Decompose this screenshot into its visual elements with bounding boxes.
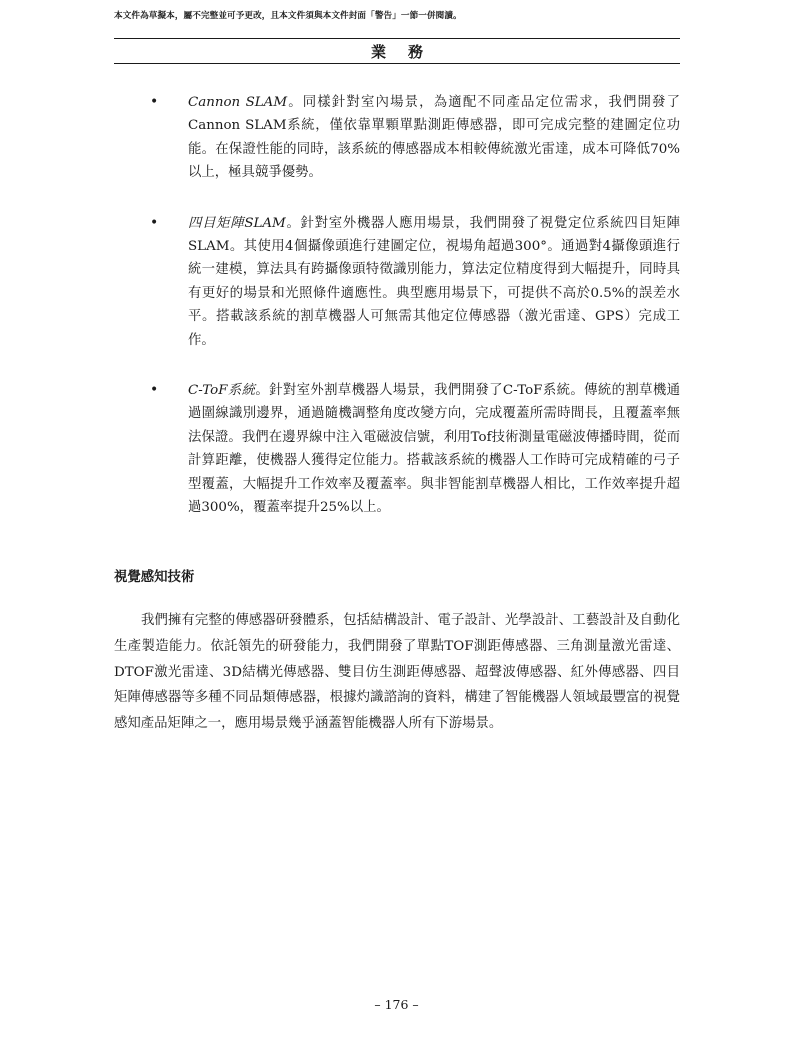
subheading-visual-perception: 視覺感知技術: [114, 570, 195, 585]
bullet-item-c-tof: [114, 379, 680, 519]
bullet-term: 四目矩陣SLAM: [188, 215, 286, 231]
bullet-icon: •: [150, 382, 159, 399]
bullet-item-quad-matrix-slam: [114, 212, 680, 352]
bullet-term: C-ToF系統: [188, 383, 256, 399]
bullet-icon: •: [150, 94, 159, 110]
bullet-text: [188, 379, 680, 519]
header-rule-bottom: [114, 63, 680, 64]
bullet-description: 。同樣針對室內場景，為適配不同產品定位需求，我們開發了Cannon SLAM系統，僅依靠單顆單點測距傳感器，即可完成完整的建圖定位功能。在保證性能的同時，該系統的傳感器成本相較傳統激光雷達，成本可降低70%以上，極具競爭優勢。: [188, 95, 680, 181]
bullet-text: [188, 91, 680, 185]
bullet-icon: •: [150, 214, 159, 231]
body-paragraph: 我們擁有完整的傳感器研發體系，包括結構設計、電子設計、光學設計、工藝設計及自動化生產製造能力。依託領先的研發能力，我們開發了單點TOF測距傳感器、三角測量激光雷達、DTOF激光雷達、3D結構光傳感器、雙目仿生測距傳感器、超聲波傳感器、紅外傳感器、四目矩陣傳感器等多種不同品類傳感器，根據灼識諮詢的資料，構建了智能機器人領域最豐富的視覺感知產品矩陣之一，應用場景幾乎涵蓋智能機器人所有下游場景。: [114, 613, 680, 732]
header-rule-top: [114, 38, 680, 39]
bullet-description: 。針對室外割草機器人場景，我們開發了C-ToF系統。傳統的割草機通過圍線識別邊界，通過隨機調整角度改變方向，完成覆蓋所需時間長，且覆蓋率無法保證。我們在邊界線中注入電磁波信號，利用Tof技術測量電磁波傳播時間，從而計算距離，使機器人獲得定位能力。搭載該系統的機器人工作時可完成精確的弓子型覆蓋，大幅提升工作效率及覆蓋率。與非智能割草機器人相比，工作效率提升超過300%，覆蓋率提升25%以上。: [188, 383, 680, 516]
draft-notice: 本文件為草擬本，屬不完整並可予更改，且本文件須與本文件封面「警告」一節一併閱讀。: [114, 11, 462, 21]
page-number: – 176 –: [374, 997, 419, 1012]
bullet-text: [188, 212, 680, 352]
bullet-item-cannon-slam: [114, 91, 680, 185]
technology-bullet-list: [114, 91, 680, 547]
section-title: 業務: [370, 43, 445, 61]
bullet-description: 。針對室外機器人應用場景，我們開發了視覺定位系統四目矩陣SLAM。其使用4個攝像頭進行建圖定位，視場角超過300°。通過對4攝像頭進行統一建模，算法具有跨攝像頭特徵識別能力，算法定位精度得到大幅提升，同時具有更好的場景和光照條件適應性。典型應用場景下，可提供不高於0.5%的誤差水平。搭載該系統的割草機器人可無需其他定位傳感器（激光雷達、GPS）完成工作。: [188, 215, 680, 348]
bullet-term: Cannon SLAM: [188, 95, 288, 110]
